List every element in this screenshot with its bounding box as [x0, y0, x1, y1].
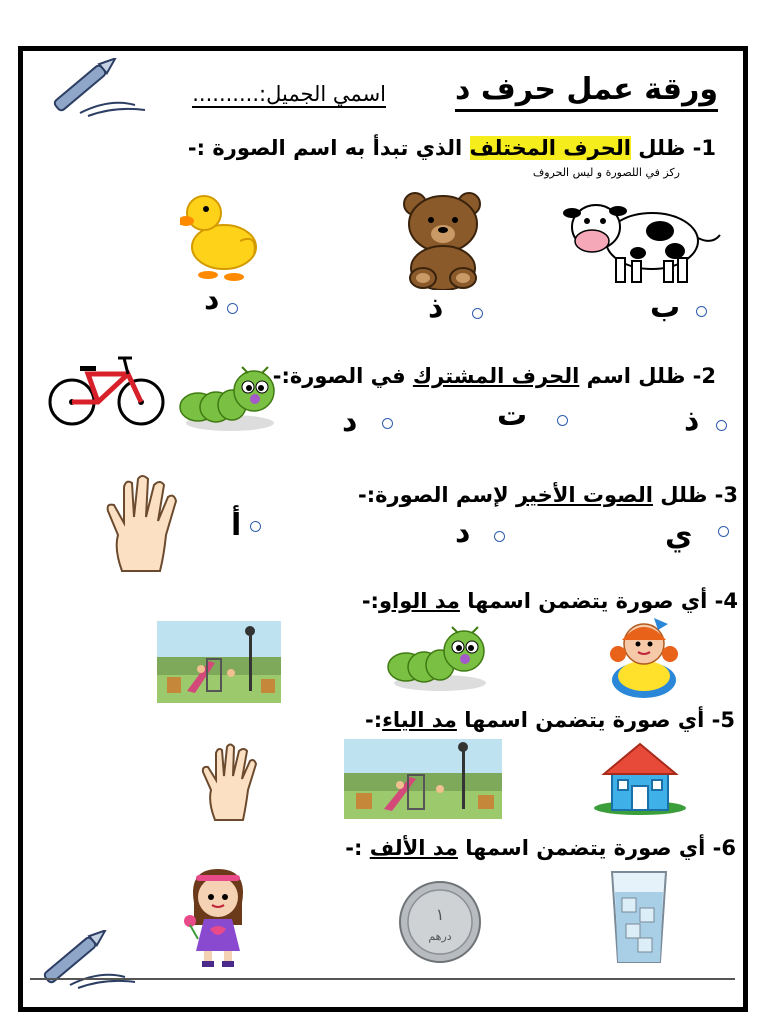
highlighted-phrase: الحرف المختلف: [469, 136, 631, 160]
underlined-phrase: الصوت الأخير: [515, 483, 653, 507]
option-radio[interactable]: [718, 526, 729, 537]
playground-image: [157, 621, 281, 703]
question-1-note: ركز في اللصورة و ليس الحروف: [532, 166, 680, 179]
pen-icon: [30, 930, 140, 990]
option-radio[interactable]: [494, 531, 505, 542]
question-1: 1- ظلل الحرف المختلف الذي تبدأ به اسم الصورة :-: [187, 136, 716, 160]
caterpillar-image: [176, 365, 280, 437]
question-3: 3- ظلل الصوت الأخير لإسم الصورة:-: [358, 483, 738, 507]
option-letter: ب: [650, 290, 681, 325]
option-letter: د: [204, 282, 220, 317]
cow-image: [560, 193, 725, 285]
question-5: 5- أي صورة يتضمن اسمها مد الياء:-: [365, 708, 735, 732]
coin-unit: درهم: [428, 930, 452, 943]
option-radio[interactable]: [716, 420, 727, 431]
option-radio[interactable]: [557, 415, 568, 426]
question-2: 2- ظلل اسم الحرف المشترك في الصورة:-: [272, 364, 716, 388]
house-image: [590, 738, 690, 818]
question-6: 6- أي صورة يتضمن اسمها مد الألف :-: [345, 836, 736, 860]
coin-image: [398, 880, 482, 964]
option-letter: ذ: [684, 403, 700, 438]
doll-image: [598, 614, 690, 700]
option-letter: ي: [665, 518, 693, 553]
option-letter: د: [455, 515, 471, 550]
option-radio[interactable]: [696, 306, 707, 317]
option-letter: د: [342, 404, 358, 439]
question-4: 4- أي صورة يتضمن اسمها مد الواو:-: [361, 589, 738, 613]
page-title: ورقة عمل حرف د: [455, 72, 718, 112]
option-radio[interactable]: [250, 521, 261, 532]
coin-value: ١: [435, 905, 445, 924]
option-letter: ت: [497, 398, 528, 433]
bottom-rule: [30, 978, 735, 980]
underlined-phrase: مد الياء: [382, 708, 457, 732]
caterpillar-image: [384, 625, 492, 697]
pen-icon: [40, 58, 150, 118]
bear-image: [393, 190, 493, 290]
girl-image: [180, 863, 256, 971]
hand-image: [198, 742, 266, 824]
option-radio[interactable]: [382, 418, 393, 429]
option-letter: أ: [231, 508, 242, 543]
water-glass-image: [608, 868, 670, 966]
underlined-phrase: مد الواو: [378, 589, 460, 613]
underlined-phrase: مد الألف: [369, 836, 458, 860]
playground-image: [344, 739, 502, 819]
duck-image: [180, 185, 260, 285]
name-field[interactable]: اسمي الجميل:..........: [192, 82, 386, 106]
option-radio[interactable]: [472, 308, 483, 319]
bicycle-image: [48, 352, 166, 430]
option-letter: ذ: [428, 290, 444, 325]
underlined-phrase: الحرف المشترك: [412, 364, 580, 388]
hand-image: [100, 473, 190, 578]
option-radio[interactable]: [227, 303, 238, 314]
